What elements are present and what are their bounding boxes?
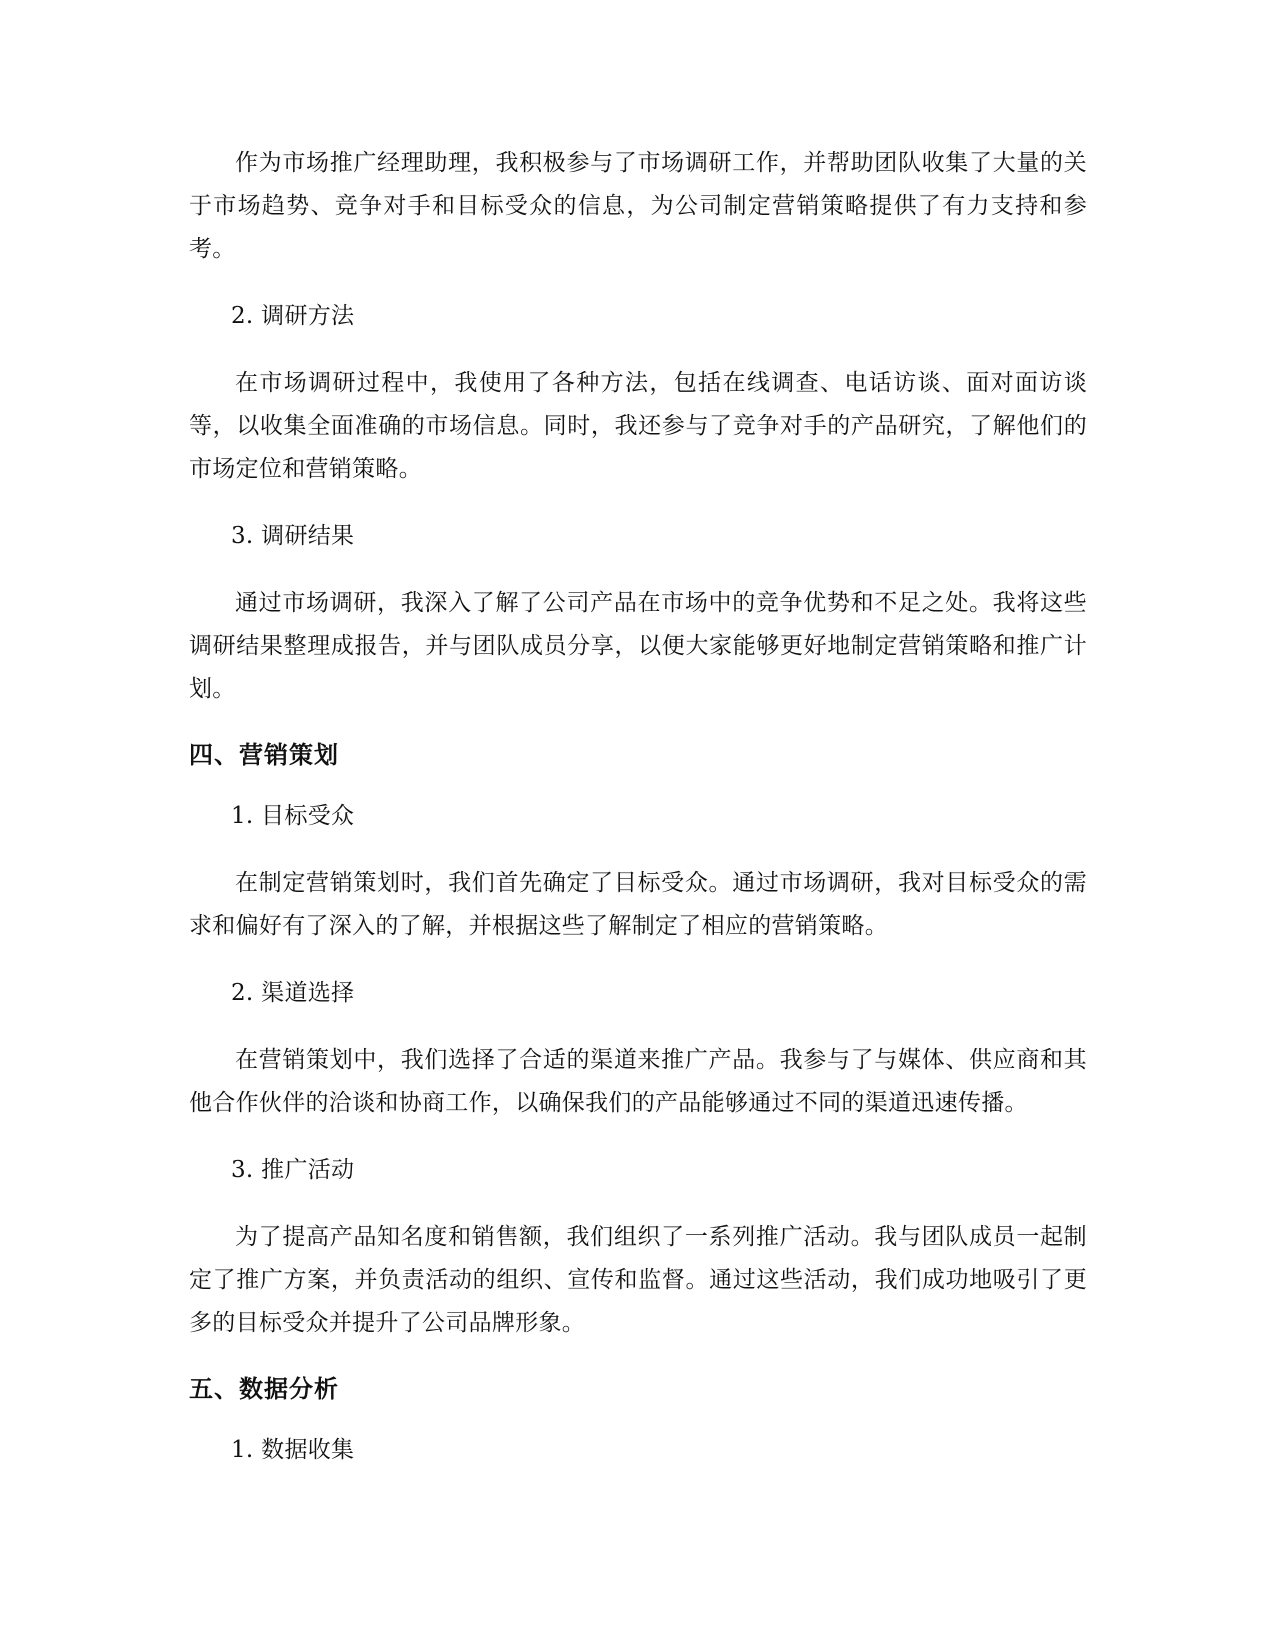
paragraph-target-audience: 在制定营销策划时，我们首先确定了目标受众。通过市场调研，我对目标受众的需求和偏好有了深入的了解，并根据这些了解制定了相应的营销策略。 [189, 870, 1087, 939]
paragraph-channel-selection: 在营销策划中，我们选择了合适的渠道来推广产品。我参与了与媒体、供应商和其他合作伙伴的洽谈和协商工作，以确保我们的产品能够通过不同的渠道迅速传播。 [189, 1047, 1087, 1116]
subheading-target-audience: 1. 目标受众 [231, 803, 355, 829]
section-heading-marketing-planning: 四、营销策划 [189, 741, 339, 769]
paragraph-market-research-role: 作为市场推广经理助理，我积极参与了市场调研工作，并帮助团队收集了大量的关于市场趋势、竞争对手和目标受众的信息，为公司制定营销策略提供了有力支持和参考。 [189, 150, 1087, 262]
subheading-data-collection: 1. 数据收集 [231, 1437, 355, 1463]
subheading-research-methods: 2. 调研方法 [231, 303, 355, 329]
subheading-promotion-activities: 3. 推广活动 [231, 1157, 355, 1183]
paragraph-research-methods: 在市场调研过程中，我使用了各种方法，包括在线调查、电话访谈、面对面访谈等，以收集全面准确的市场信息。同时，我还参与了竞争对手的产品研究，了解他们的市场定位和营销策略。 [189, 370, 1087, 482]
subheading-research-results: 3. 调研结果 [231, 523, 355, 549]
document-body [189, 142, 1087, 1496]
paragraph-promotion-activities: 为了提高产品知名度和销售额，我们组织了一系列推广活动。我与团队成员一起制定了推广方案，并负责活动的组织、宣传和监督。通过这些活动，我们成功地吸引了更多的目标受众并提升了公司品牌形象。 [189, 1224, 1087, 1336]
paragraph-research-results: 通过市场调研，我深入了解了公司产品在市场中的竞争优势和不足之处。我将这些调研结果整理成报告，并与团队成员分享，以便大家能够更好地制定营销策略和推广计划。 [189, 590, 1087, 702]
section-heading-data-analysis: 五、数据分析 [189, 1375, 339, 1403]
subheading-channel-selection: 2. 渠道选择 [231, 980, 355, 1006]
